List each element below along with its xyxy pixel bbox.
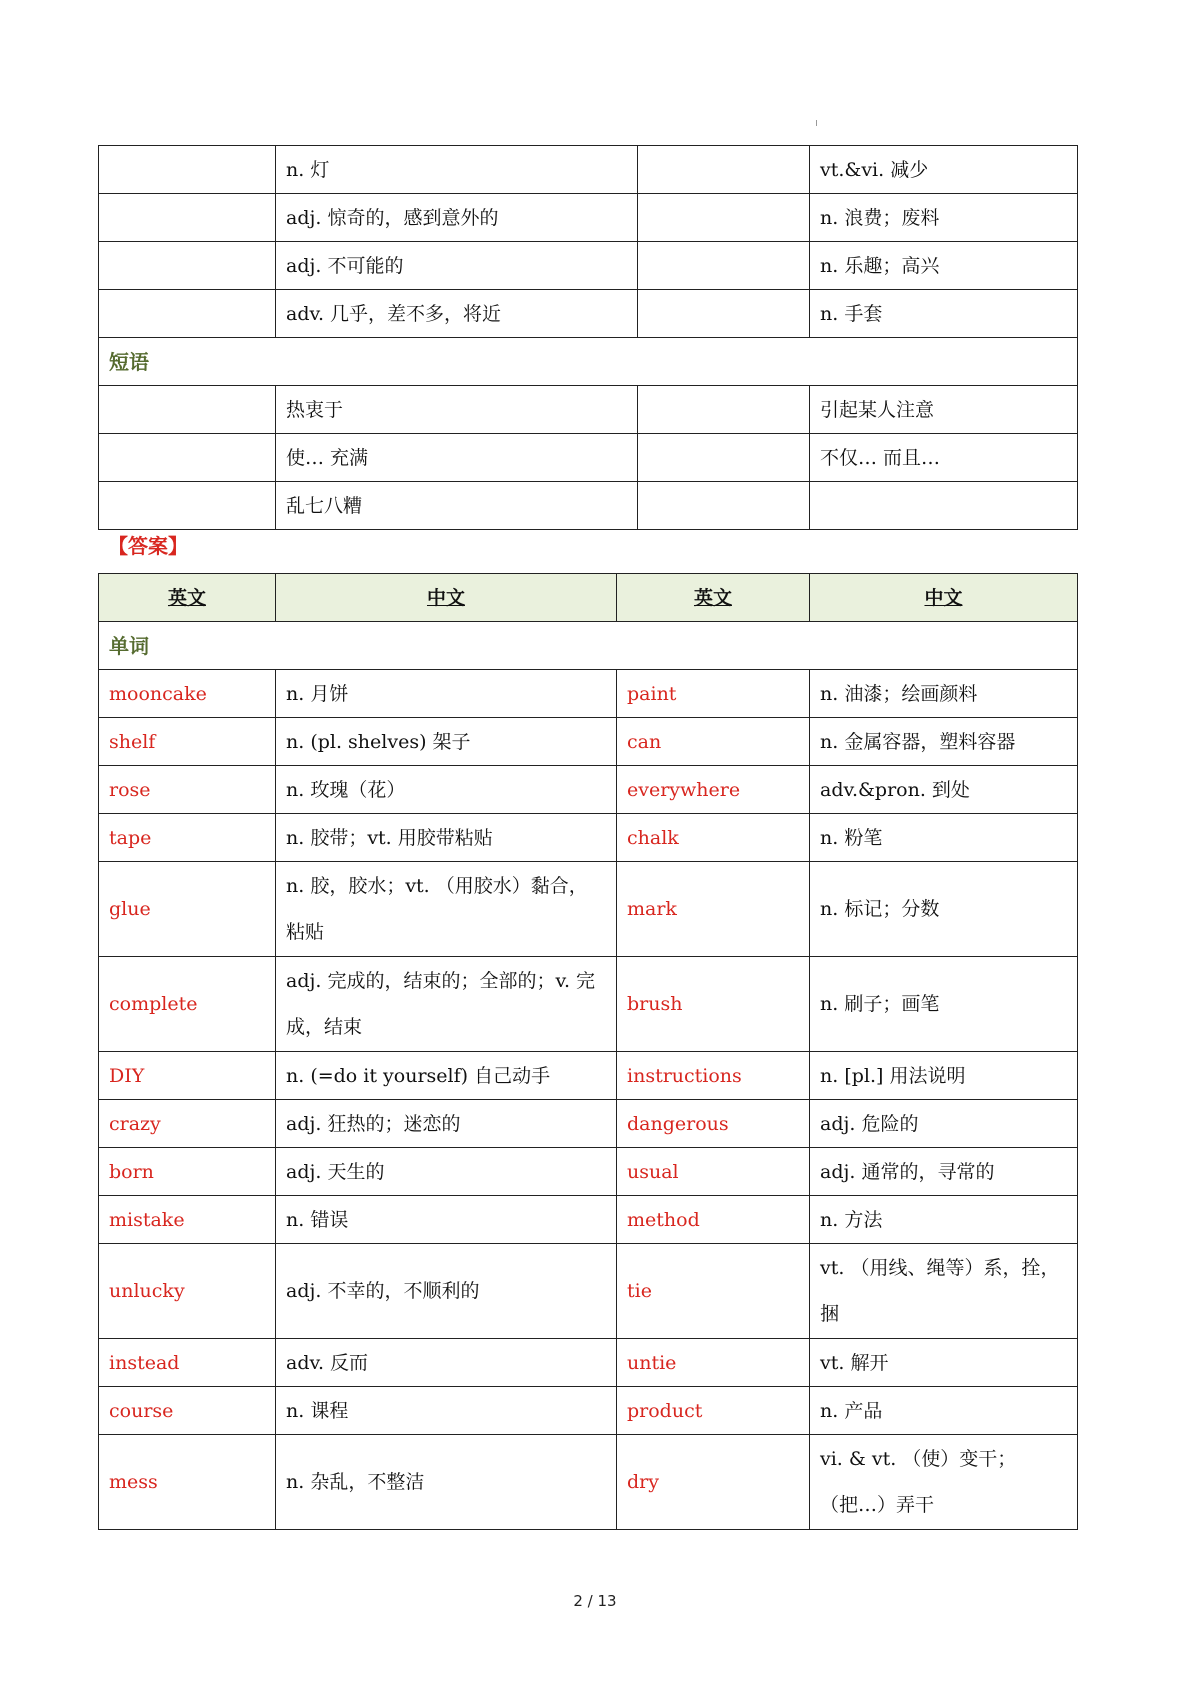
english-word-1: tape	[99, 814, 276, 862]
english-blank-1	[99, 146, 276, 194]
english-word-1: unlucky	[99, 1244, 276, 1339]
table-row	[99, 862, 1078, 957]
chinese-meaning-1: n. (pl. shelves) 架子	[276, 718, 617, 766]
english-word-1: crazy	[99, 1100, 276, 1148]
chinese-meaning-2: adj. 通常的，寻常的	[810, 1148, 1078, 1196]
exercise-body	[99, 146, 1078, 530]
table-row	[99, 957, 1078, 1052]
chinese-meaning-1: n. 胶带；vt. 用胶带粘贴	[276, 814, 617, 862]
chinese-cell-2: n. 乐趣；高兴	[810, 242, 1078, 290]
chinese-cell-2: vt.&vi. 减少	[810, 146, 1078, 194]
english-word-1: born	[99, 1148, 276, 1196]
section-phrases: 短语	[99, 338, 1078, 386]
chinese-cell-1: 热衷于	[276, 386, 638, 434]
english-blank-2	[638, 434, 810, 482]
english-blank-2	[638, 194, 810, 242]
english-word-2: untie	[617, 1339, 810, 1387]
table-row	[99, 1435, 1078, 1530]
chinese-meaning-2: n. [pl.] 用法说明	[810, 1052, 1078, 1100]
table-row	[99, 1196, 1078, 1244]
table-row	[99, 670, 1078, 718]
answer-label: 【答案】	[108, 534, 188, 558]
english-word-2: instructions	[617, 1052, 810, 1100]
vocab-table-exercise	[98, 145, 1078, 530]
english-blank-2	[638, 146, 810, 194]
chinese-meaning-2: n. 产品	[810, 1387, 1078, 1435]
section-row	[99, 622, 1078, 670]
table-row	[99, 1148, 1078, 1196]
english-word-2: usual	[617, 1148, 810, 1196]
chinese-meaning-2: adv.&pron. 到处	[810, 766, 1078, 814]
english-blank-1	[99, 242, 276, 290]
chinese-meaning-1: adj. 狂热的；迷恋的	[276, 1100, 617, 1148]
chinese-cell-2: 不仅… 而且…	[810, 434, 1078, 482]
chinese-meaning-2: n. 刷子；画笔	[810, 957, 1078, 1052]
english-blank-1	[99, 386, 276, 434]
english-blank-2	[638, 386, 810, 434]
chinese-meaning-2: n. 方法	[810, 1196, 1078, 1244]
header-chinese-1: 中文	[276, 574, 617, 622]
chinese-cell-1: n. 灯	[276, 146, 638, 194]
chinese-cell-1: adv. 几乎，差不多，将近	[276, 290, 638, 338]
english-word-2: method	[617, 1196, 810, 1244]
english-blank-1	[99, 290, 276, 338]
chinese-meaning-1: n. 月饼	[276, 670, 617, 718]
answer-body	[99, 622, 1078, 1530]
english-word-2: can	[617, 718, 810, 766]
english-blank-1	[99, 482, 276, 530]
chinese-cell-2: n. 手套	[810, 290, 1078, 338]
chinese-meaning-2: n. 油漆；绘画颜料	[810, 670, 1078, 718]
header-english-1: 英文	[99, 574, 276, 622]
english-word-1: rose	[99, 766, 276, 814]
english-word-1: instead	[99, 1339, 276, 1387]
chinese-meaning-2: n. 金属容器，塑料容器	[810, 718, 1078, 766]
english-word-2: dangerous	[617, 1100, 810, 1148]
chinese-meaning-1: n. (=do it yourself) 自己动手	[276, 1052, 617, 1100]
section-row	[99, 338, 1078, 386]
chinese-meaning-2: adj. 危险的	[810, 1100, 1078, 1148]
english-word-2: paint	[617, 670, 810, 718]
chinese-cell-1: 使… 充满	[276, 434, 638, 482]
english-blank-2	[638, 482, 810, 530]
vocab-table-answer	[98, 573, 1078, 1530]
english-word-1: mistake	[99, 1196, 276, 1244]
chinese-meaning-2: n. 标记；分数	[810, 862, 1078, 957]
chinese-cell-1: adj. 惊奇的，感到意外的	[276, 194, 638, 242]
table-row	[99, 194, 1078, 242]
english-word-2: brush	[617, 957, 810, 1052]
page-mark	[816, 120, 817, 126]
english-word-1: glue	[99, 862, 276, 957]
chinese-meaning-2: n. 粉笔	[810, 814, 1078, 862]
chinese-meaning-1: adj. 完成的，结束的；全部的；v. 完成，结束	[276, 957, 617, 1052]
table-row	[99, 766, 1078, 814]
table-row	[99, 386, 1078, 434]
chinese-cell-2: 引起某人注意	[810, 386, 1078, 434]
english-blank-1	[99, 194, 276, 242]
chinese-meaning-1: n. 错误	[276, 1196, 617, 1244]
chinese-meaning-1: adj. 不幸的，不顺利的	[276, 1244, 617, 1339]
chinese-meaning-1: adv. 反而	[276, 1339, 617, 1387]
chinese-meaning-1: n. 杂乱，不整洁	[276, 1435, 617, 1530]
chinese-cell-2: n. 浪费；废料	[810, 194, 1078, 242]
table-row	[99, 1100, 1078, 1148]
english-blank-1	[99, 434, 276, 482]
table-row	[99, 1244, 1078, 1339]
chinese-meaning-1: n. 胶，胶水；vt. （用胶水）黏合，粘贴	[276, 862, 617, 957]
table-row	[99, 434, 1078, 482]
english-word-1: mooncake	[99, 670, 276, 718]
section-words: 单词	[99, 622, 1078, 670]
english-blank-2	[638, 242, 810, 290]
table-row	[99, 1052, 1078, 1100]
table-row	[99, 146, 1078, 194]
english-word-2: everywhere	[617, 766, 810, 814]
chinese-cell-1: adj. 不可能的	[276, 242, 638, 290]
table-row	[99, 482, 1078, 530]
chinese-cell-1: 乱七八糟	[276, 482, 638, 530]
chinese-meaning-1: adj. 天生的	[276, 1148, 617, 1196]
header-chinese-2: 中文	[810, 574, 1078, 622]
english-blank-2	[638, 290, 810, 338]
english-word-2: product	[617, 1387, 810, 1435]
english-word-1: course	[99, 1387, 276, 1435]
header-row	[99, 574, 1078, 622]
english-word-2: mark	[617, 862, 810, 957]
chinese-meaning-2: vt. 解开	[810, 1339, 1078, 1387]
english-word-1: shelf	[99, 718, 276, 766]
english-word-2: dry	[617, 1435, 810, 1530]
table-row	[99, 814, 1078, 862]
table-row	[99, 242, 1078, 290]
chinese-meaning-2: vi. & vt. （使）变干；（把…）弄干	[810, 1435, 1078, 1530]
chinese-cell-2	[810, 482, 1078, 530]
table-row	[99, 1339, 1078, 1387]
header-english-2: 英文	[617, 574, 810, 622]
english-word-1: DIY	[99, 1052, 276, 1100]
chinese-meaning-2: vt. （用线、绳等）系，拴，捆	[810, 1244, 1078, 1339]
table-row	[99, 290, 1078, 338]
chinese-meaning-1: n. 课程	[276, 1387, 617, 1435]
english-word-1: complete	[99, 957, 276, 1052]
chinese-meaning-1: n. 玫瑰（花）	[276, 766, 617, 814]
table-row	[99, 1387, 1078, 1435]
english-word-1: mess	[99, 1435, 276, 1530]
table-row	[99, 718, 1078, 766]
page-number: 2 / 13	[573, 1592, 617, 1610]
english-word-2: chalk	[617, 814, 810, 862]
english-word-2: tie	[617, 1244, 810, 1339]
